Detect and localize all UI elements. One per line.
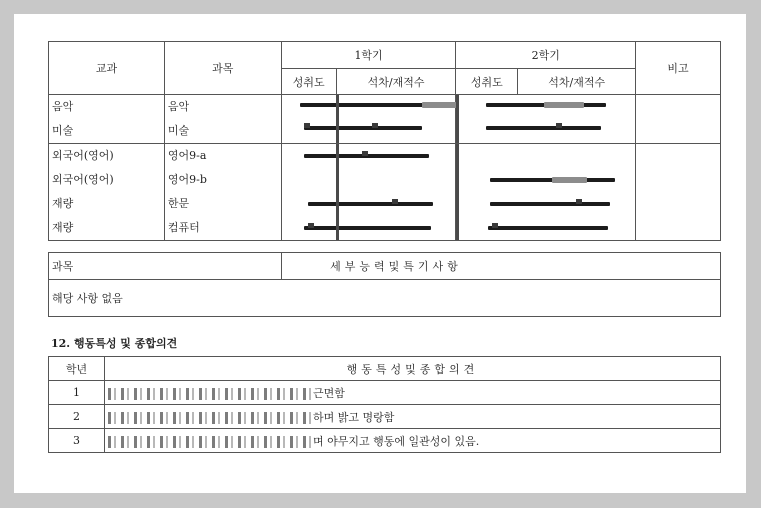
subject-cell xyxy=(164,144,281,241)
behavior-opinion xyxy=(105,405,721,429)
header-achievement-2: 성취도 xyxy=(456,69,518,95)
header-rank-2: 석차/재적수 xyxy=(518,69,636,95)
ability-empty-text: 해당 사항 없음 xyxy=(49,280,721,317)
subject-label: 미술 xyxy=(167,124,190,137)
behavior-opinion xyxy=(105,381,721,405)
header-subject-group: 교과 xyxy=(49,42,165,95)
behavior-table xyxy=(48,356,721,453)
header-remarks: 비고 xyxy=(636,42,721,95)
header-rank-1: 석차/재적수 xyxy=(336,69,456,95)
remarks-cell xyxy=(636,95,721,144)
behavior-grade: 3 xyxy=(49,429,105,453)
opinion-text: 며 야무지고 행동에 일관성이 있음. xyxy=(313,434,480,448)
semester2-redacted xyxy=(456,95,636,144)
remarks-cell xyxy=(636,144,721,241)
header-semester-1: 1학기 xyxy=(281,42,456,69)
subject-group-label: 외국어(영어) xyxy=(52,173,114,186)
behavior-grade: 1 xyxy=(49,381,105,405)
subject-group-label: 미술 xyxy=(52,124,74,137)
behavior-grade: 2 xyxy=(49,405,105,429)
redacted-text xyxy=(108,412,313,424)
subject-label: 컴퓨터 xyxy=(167,221,200,234)
subject-group-cell xyxy=(49,95,165,144)
subject-group-cell xyxy=(49,144,165,241)
opinion-text: 근면함 xyxy=(313,386,345,400)
header-semester-2: 2학기 xyxy=(456,42,636,69)
redacted-text xyxy=(108,436,313,448)
semester1-redacted xyxy=(281,95,456,144)
behavior-opinion-header: 행동특성및종합의견 xyxy=(105,357,721,381)
behavior-grade-header: 학년 xyxy=(49,357,105,381)
subject-label: 영어9-b xyxy=(167,173,207,186)
header-achievement-1: 성취도 xyxy=(281,69,336,95)
semester2-redacted xyxy=(456,144,636,241)
subject-group-label: 외국어(영어) xyxy=(52,149,114,162)
subject-cell xyxy=(164,95,281,144)
ability-table xyxy=(48,252,721,317)
redacted-text xyxy=(108,388,313,400)
subject-label: 영어9-a xyxy=(167,149,207,162)
ability-subject-header: 과목 xyxy=(49,253,282,280)
behavior-opinion xyxy=(105,429,721,453)
header-subject: 과목 xyxy=(164,42,281,95)
subject-group-label: 재량 xyxy=(52,221,74,234)
subject-label: 음악 xyxy=(167,100,190,113)
ability-details-header: 세부능력및특기사항 xyxy=(282,253,721,280)
subject-group-label: 음악 xyxy=(52,100,74,113)
subject-group-label: 재량 xyxy=(52,197,74,210)
semester1-redacted xyxy=(281,144,456,241)
behavior-section-title: 12. 행동특성 및 종합의견 xyxy=(51,337,178,350)
opinion-text: 하며 밝고 명랑함 xyxy=(313,410,395,424)
grades-table xyxy=(48,41,721,241)
subject-label: 한문 xyxy=(167,197,190,210)
document-page xyxy=(14,14,746,493)
